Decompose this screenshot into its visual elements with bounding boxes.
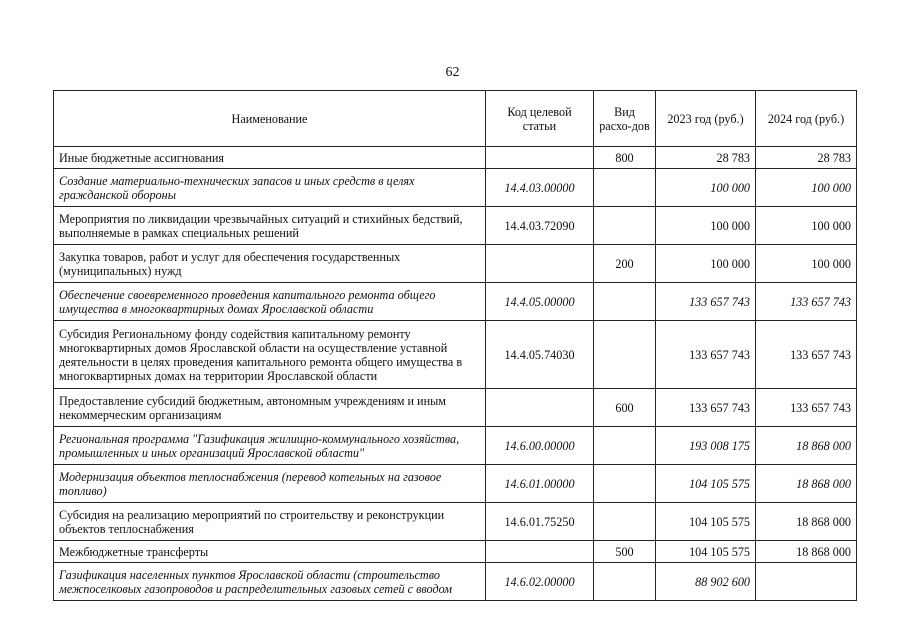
cell-code: 14.6.00.00000 (486, 427, 594, 465)
cell-code (486, 389, 594, 427)
cell-code: 14.4.05.74030 (486, 321, 594, 389)
cell-2024: 133 657 743 (756, 389, 857, 427)
cell-code: 14.4.03.72090 (486, 207, 594, 245)
cell-name: Межбюджетные трансферты (54, 541, 486, 563)
cell-code: 14.6.01.75250 (486, 503, 594, 541)
cell-expense-type (594, 321, 656, 389)
cell-expense-type: 600 (594, 389, 656, 427)
cell-name: Субсидия на реализацию мероприятий по строительству и реконструкции объектов теплоснабжения (54, 503, 486, 541)
cell-expense-type: 200 (594, 245, 656, 283)
cell-name: Мероприятия по ликвидации чрезвычайных ситуаций и стихийных бедствий, выполняемые в рамках специальных решений (54, 207, 486, 245)
header-2024: 2024 год (руб.) (756, 91, 857, 147)
cell-2024: 100 000 (756, 245, 857, 283)
cell-2023: 104 105 575 (656, 541, 756, 563)
cell-code: 14.6.01.00000 (486, 465, 594, 503)
cell-name: Предоставление субсидий бюджетным, автономным учреждениям и иным некоммерческим организациям (54, 389, 486, 427)
cell-code: 14.4.03.00000 (486, 169, 594, 207)
table-header-row (54, 91, 857, 147)
cell-expense-type (594, 427, 656, 465)
table-row (54, 563, 857, 601)
header-expense-type: Вид расхо-дов (594, 91, 656, 147)
cell-expense-type (594, 563, 656, 601)
cell-expense-type (594, 169, 656, 207)
cell-code (486, 147, 594, 169)
cell-2023: 100 000 (656, 245, 756, 283)
cell-2023: 88 902 600 (656, 563, 756, 601)
cell-name: Региональная программа "Газификация жилищно-коммунального хозяйства, промышленных и иных организаций Ярославской области" (54, 427, 486, 465)
cell-2023: 133 657 743 (656, 389, 756, 427)
cell-code (486, 541, 594, 563)
cell-expense-type (594, 503, 656, 541)
cell-2023: 104 105 575 (656, 465, 756, 503)
cell-2024: 100 000 (756, 169, 857, 207)
cell-2023: 133 657 743 (656, 321, 756, 389)
cell-name: Обеспечение своевременного проведения капитального ремонта общего имущества в многоквартирных домах Ярославской области (54, 283, 486, 321)
cell-code (486, 245, 594, 283)
cell-expense-type: 800 (594, 147, 656, 169)
cell-2024: 18 868 000 (756, 503, 857, 541)
header-name: Наименование (54, 91, 486, 147)
table-row (54, 389, 857, 427)
cell-name: Субсидия Региональному фонду содействия капитальному ремонту многоквартирных домов Ярославской области на осуществление уставной деятельности в целях проведения капитального ремонта общего имущества в многоквартирных домах на территории Ярославской области (54, 321, 486, 389)
cell-2024: 18 868 000 (756, 465, 857, 503)
cell-name: Газификация населенных пунктов Ярославской области (строительство межпоселковых газопроводов и распределительных газовых сетей с вводом (54, 563, 486, 601)
table-row (54, 427, 857, 465)
page-number: 62 (445, 65, 460, 80)
cell-name: Создание материально-технических запасов и иных средств в целях гражданской обороны (54, 169, 486, 207)
table-row (54, 245, 857, 283)
cell-2023: 193 008 175 (656, 427, 756, 465)
header-code: Код целевой статьи (486, 91, 594, 147)
cell-2024: 18 868 000 (756, 541, 857, 563)
cell-name: Модернизация объектов теплоснабжения (перевод котельных на газовое топливо) (54, 465, 486, 503)
table-row (54, 207, 857, 245)
header-2023: 2023 год (руб.) (656, 91, 756, 147)
cell-2024: 133 657 743 (756, 283, 857, 321)
cell-expense-type (594, 207, 656, 245)
cell-2024: 18 868 000 (756, 427, 857, 465)
cell-code: 14.6.02.00000 (486, 563, 594, 601)
table-row (54, 283, 857, 321)
cell-2024 (756, 563, 857, 601)
table-row (54, 541, 857, 563)
cell-code: 14.4.05.00000 (486, 283, 594, 321)
cell-2023: 100 000 (656, 169, 756, 207)
table-row (54, 169, 857, 207)
table-row (54, 321, 857, 389)
table-row (54, 147, 857, 169)
cell-expense-type (594, 283, 656, 321)
table-row (54, 503, 857, 541)
cell-2023: 100 000 (656, 207, 756, 245)
cell-2024: 100 000 (756, 207, 857, 245)
cell-expense-type (594, 465, 656, 503)
table-row (54, 465, 857, 503)
cell-name: Иные бюджетные ассигнования (54, 147, 486, 169)
cell-expense-type: 500 (594, 541, 656, 563)
cell-2024: 133 657 743 (756, 321, 857, 389)
cell-name: Закупка товаров, работ и услуг для обеспечения государственных (муниципальных) нужд (54, 245, 486, 283)
cell-2023: 133 657 743 (656, 283, 756, 321)
cell-2023: 104 105 575 (656, 503, 756, 541)
cell-2023: 28 783 (656, 147, 756, 169)
budget-table (53, 90, 857, 601)
cell-2024: 28 783 (756, 147, 857, 169)
